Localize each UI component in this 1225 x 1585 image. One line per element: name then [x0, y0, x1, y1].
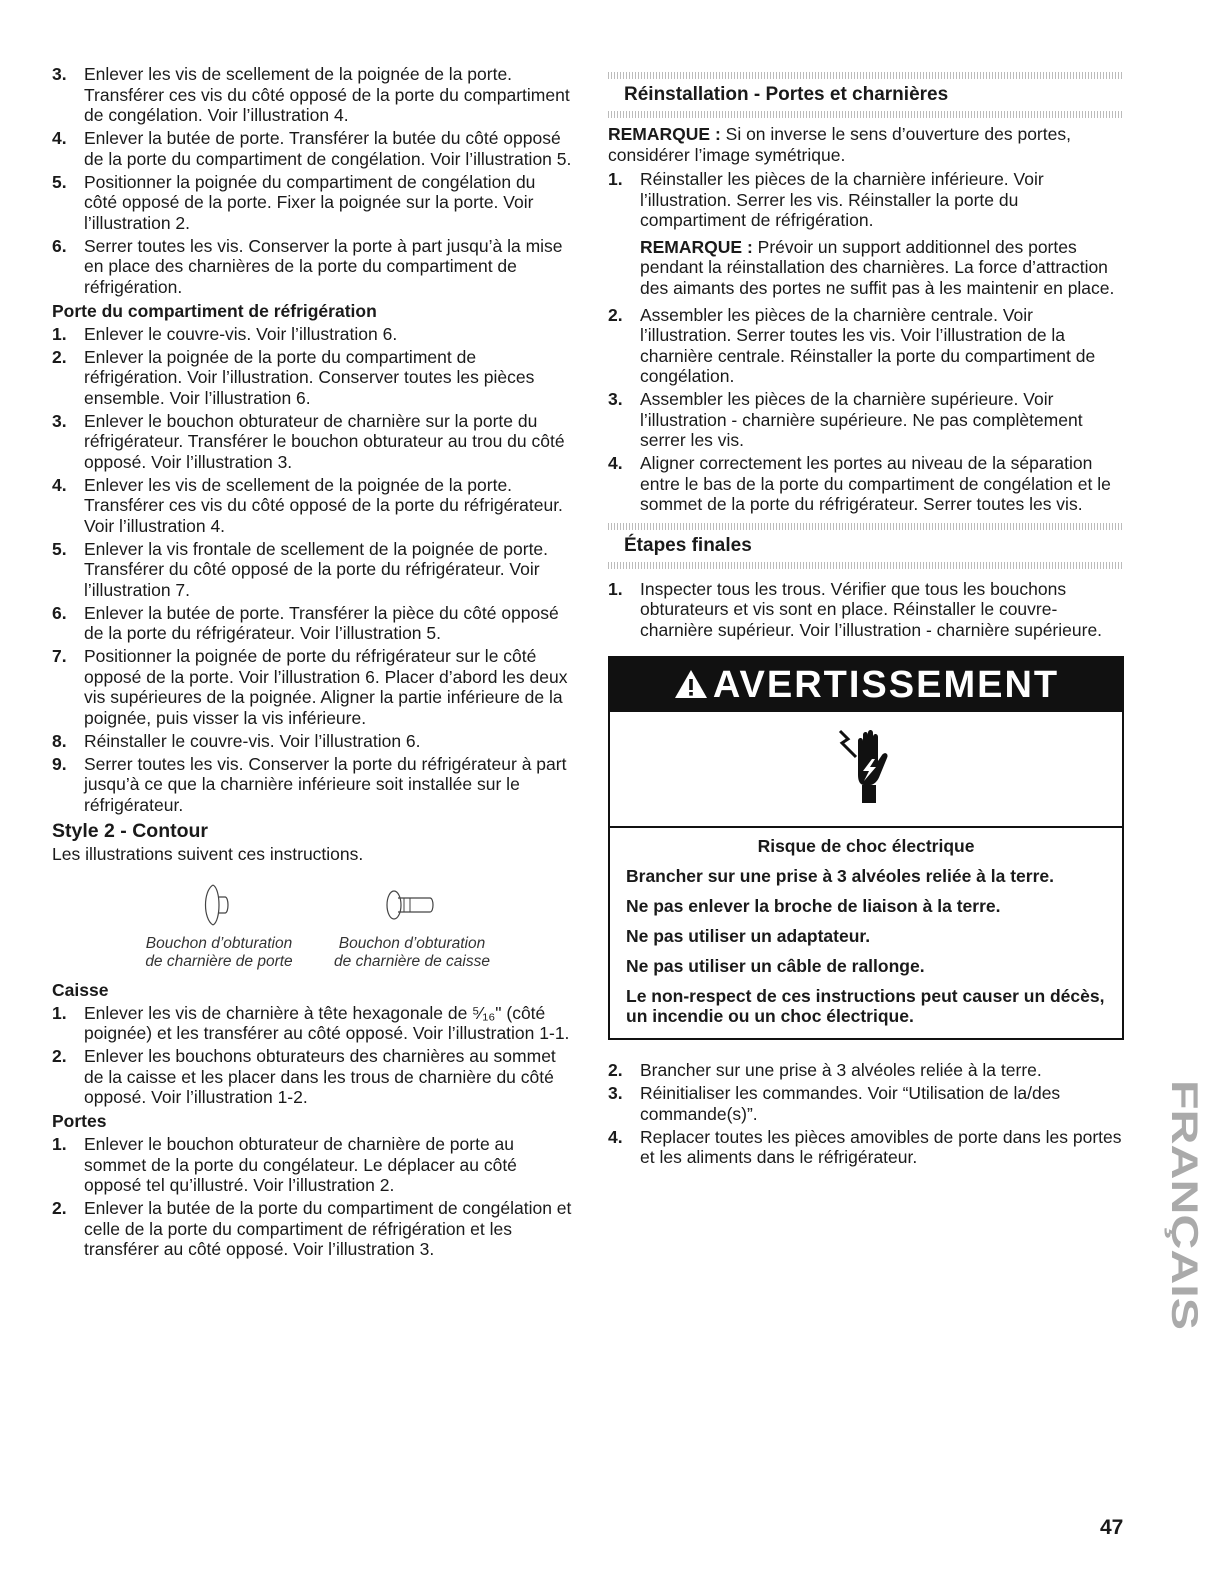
step-text: Enlever le bouchon obturateur de charnière sur la porte du réfrigérateur. Transférer le bouchon obturateur au trou du côté opposé. Voir l’illustration 3. [84, 410, 565, 472]
step-text: Enlever la poignée de la porte du compartiment de réfrigération. Voir l’illustration. Conserver toutes les pièces ensemble. Voir l’illustration 6. [84, 346, 535, 408]
remark-label: REMARQUE : [608, 124, 721, 144]
step-text: Enlever la butée de la porte du compartiment de congélation et celle de la porte du compartiment de réfrigération et les transférer au côté opposé. Voir l’illustration 3. [84, 1198, 572, 1259]
step-number: 8. [52, 730, 67, 751]
section-divider [608, 111, 1124, 118]
warning-line: Brancher sur une prise à 3 alvéoles reliée à la terre. [626, 866, 1055, 886]
remark-text: Prévoir un support additionnel des portes pendant la réinstallation des charnières. La force d’attraction des aimants des portes ne suffit pas à les maintenir en place. [640, 236, 1115, 298]
list-item [52, 1046, 572, 1108]
list-item [52, 731, 572, 752]
fig2-caption-line2: de charnière de caisse [334, 952, 490, 970]
caisse-heading: Caisse [52, 979, 109, 1000]
final-steps-list-b [608, 1060, 1124, 1168]
step-number: 1. [52, 323, 67, 344]
portes-heading: Portes [52, 1111, 107, 1131]
step-number: 7. [52, 646, 67, 666]
step-text: Réinstaller les pièces de la charnière inférieure. Voir l’illustration. Serrer les vis. Réinstaller la porte du compartiment de réfrigération. [640, 169, 1044, 230]
step-number: 1. [608, 578, 623, 599]
freezer-steps-list [52, 64, 572, 297]
fridge-steps-list [52, 324, 572, 816]
list-item [608, 389, 1124, 451]
step-body [640, 169, 1124, 302]
list-item [608, 453, 1124, 515]
caisse-steps-list [52, 1003, 572, 1108]
electric-shock-hand-icon [834, 727, 898, 811]
step-text: Replacer toutes les pièces amovibles de porte dans les portes et les aliments dans le réfrigérateur. [640, 1126, 1122, 1167]
step-text: Brancher sur une prise à 3 alvéoles reliée à la terre. [640, 1060, 1042, 1080]
list-item [608, 1127, 1124, 1168]
step-number: 3. [52, 64, 67, 84]
warning-line: Ne pas utiliser un adaptateur. [626, 926, 871, 946]
step-text: Réinstaller le couvre-vis. Voir l’illustration 6. [84, 730, 421, 751]
list-item [52, 411, 572, 473]
step-text: Enlever la butée de porte. Transférer la pièce du côté opposé de la porte du réfrigérateur. Voir l’illustration 5. [84, 602, 559, 643]
portes-steps-list [52, 1134, 572, 1260]
step-text: Enlever les vis de scellement de la poignée de la porte. Transférer ces vis du côté opposé de la porte du réfrigérateur. Voir l’illustration 4. [84, 474, 563, 536]
list-item [52, 1003, 572, 1044]
step-text: Serrer toutes les vis. Conserver la porte à part jusqu’à la mise en place des charnières de la porte du compartiment de réfrigération. [84, 235, 563, 297]
fridge-door-heading: Porte du compartiment de réfrigération [52, 300, 377, 321]
step-number: 3. [608, 389, 623, 409]
list-item [608, 305, 1124, 387]
step-number: 3. [52, 410, 67, 431]
fig2-caption-line1: Bouchon d’obturation [338, 934, 486, 952]
list-item [52, 64, 572, 126]
step-text: Enlever la vis frontale de scellement de la poignée de porte. Transférer du côté opposé de la porte du réfrigérateur. Voir l’illustration 7. [84, 538, 549, 600]
step-text: Enlever les vis de charnière à tête hexagonale de ⁵⁄₁₆" (côté poignée) et les transférer au côté opposé. Voir l’illustration 1-1. [84, 1002, 570, 1043]
list-item [52, 347, 572, 409]
warning-box [608, 656, 1124, 1040]
list-item [52, 1198, 572, 1260]
step-number: 5. [52, 171, 67, 192]
list-item [52, 603, 572, 644]
step-number: 4. [52, 474, 67, 495]
cabinet-hinge-plug-icon [380, 881, 444, 929]
step-number: 3. [608, 1083, 623, 1103]
final-steps-heading: Étapes finales [624, 534, 752, 556]
step-number: 1. [52, 1002, 67, 1023]
step-text: Assembler les pièces de la charnière centrale. Voir l’illustration. Serrer toutes les vis. Voir l’illustration de la charnière centrale. Réinstaller la porte du compartiment de congélation. [640, 304, 1096, 386]
right-column [608, 72, 1124, 1170]
language-side-tab [1150, 1080, 1205, 1336]
step-number: 2. [608, 304, 623, 325]
warning-line: Ne pas utiliser un câble de rallonge. [626, 956, 925, 976]
warning-body [610, 828, 1122, 1038]
section-divider [608, 523, 1124, 530]
warning-line: Le non-respect de ces instructions peut causer un décès, un incendie ou un choc électrique. [626, 986, 1105, 1026]
step-text: Assembler les pièces de la charnière supérieure. Voir l’illustration - charnière supérieure. Ne pas complètement serrer les vis. [640, 389, 1083, 450]
section-divider [608, 562, 1124, 569]
step-number: 4. [52, 128, 67, 148]
remark-text: Si on inverse le sens d’ouverture des portes, considérer l’image symétrique. [608, 124, 1071, 165]
step-number: 9. [52, 753, 67, 774]
step-text: Positionner la poignée de porte du réfrigérateur sur le côté opposé de la porte. Voir l’illustration 6. Placer d’abord les deux vis supérieures de la poignée. Aligner la partie inférieure de la poignée, puis visser la vis inférieure. [84, 646, 568, 728]
electric-shock-icon-area [610, 712, 1122, 828]
list-item [52, 172, 572, 234]
remark-symmetry [608, 124, 1124, 165]
list-item [52, 646, 572, 728]
warning-title: AVERTISSEMENT [712, 664, 1060, 706]
side-tab-label: FRANÇAIS [1164, 1080, 1205, 1272]
step-text: Enlever les vis de scellement de la poignée de la porte. Transférer ces vis du côté opposé de la porte du compartiment de congélation. Voir l’illustration 4. [84, 64, 570, 125]
step-text: Positionner la poignée du compartiment de congélation du côté opposé de la porte. Fixer la poignée sur la porte. Voir l’illustration 2. [84, 171, 536, 233]
step-text: Enlever la butée de porte. Transférer la butée du côté opposé de la porte du compartiment de congélation. Voir l’illustration 5. [84, 128, 572, 169]
warning-triangle-icon [673, 668, 709, 700]
left-column [52, 64, 572, 1262]
step-number: 1. [608, 169, 623, 189]
warning-risk: Risque de choc électrique [757, 836, 975, 856]
step-number: 1. [52, 1134, 67, 1154]
step-number: 2. [52, 346, 67, 367]
reinstall-heading: Réinstallation - Portes et charnières [624, 84, 949, 105]
step-text: Enlever le couvre-vis. Voir l’illustration 6. [84, 323, 398, 344]
list-item [608, 1083, 1124, 1124]
list-item [608, 169, 1124, 302]
fig1-caption-line1: Bouchon d’obturation [145, 934, 293, 952]
step-number: 6. [52, 602, 67, 623]
step-text: Réinitialiser les commandes. Voir “Utilisation de la/des commande(s)”. [640, 1083, 1061, 1124]
list-item [608, 1060, 1124, 1081]
final-steps-list-a [608, 579, 1124, 641]
list-item [52, 754, 572, 816]
warning-line: Ne pas enlever la broche de liaison à la terre. [626, 896, 1001, 916]
figures-row [52, 881, 572, 971]
step-number: 2. [608, 1060, 623, 1080]
style-2-heading: Style 2 - Contour [52, 820, 209, 842]
step-number: 2. [52, 1046, 67, 1066]
step-number: 6. [52, 235, 67, 256]
list-item [52, 324, 572, 345]
cabinet-hinge-plug-figure [322, 881, 502, 971]
list-item [52, 1134, 572, 1196]
style-intro: Les illustrations suivent ces instructions. [52, 844, 364, 864]
section-divider [608, 72, 1124, 79]
list-item [52, 236, 572, 298]
fig1-caption-line2: de charnière de porte [145, 952, 293, 970]
door-hinge-plug-figure [134, 881, 304, 971]
remark-support [640, 237, 1124, 299]
step-number: 4. [608, 453, 623, 473]
step-text: Inspecter tous les trous. Vérifier que tous les bouchons obturateurs et vis sont en place. Réinstaller le couvre-charnière supérieur. Voir l’illustration - charnière supérieure. [640, 578, 1103, 640]
list-item [608, 579, 1124, 641]
step-number: 4. [608, 1126, 623, 1147]
step-text: Enlever les bouchons obturateurs des charnières au sommet de la caisse et les placer dans les trous de charnière du côté opposé. Voir l’illustration 1-2. [84, 1046, 556, 1107]
step-text: Aligner correctement les portes au niveau de la séparation entre le bas de la porte du compartiment de congélation et le sommet de la porte du réfrigérateur. Serrer toutes les vis. [640, 453, 1111, 514]
step-number: 5. [52, 538, 67, 559]
step-text: Serrer toutes les vis. Conserver la porte du réfrigérateur à part jusqu’à ce que la charnière inférieure soit installée sur le réfrigérateur. [84, 753, 567, 815]
list-item [52, 475, 572, 537]
remark-label: REMARQUE : [640, 236, 753, 257]
door-hinge-plug-icon [199, 881, 239, 929]
warning-header [610, 658, 1122, 712]
step-number: 2. [52, 1198, 67, 1218]
step-text: Enlever le bouchon obturateur de charnière de porte au sommet de la porte du congélateur. Le déplacer au côté opposé tel qu’illustré. Voir l’illustration 2. [84, 1134, 517, 1195]
page-number: 47 [1100, 1516, 1124, 1539]
list-item [52, 128, 572, 169]
list-item [52, 539, 572, 601]
